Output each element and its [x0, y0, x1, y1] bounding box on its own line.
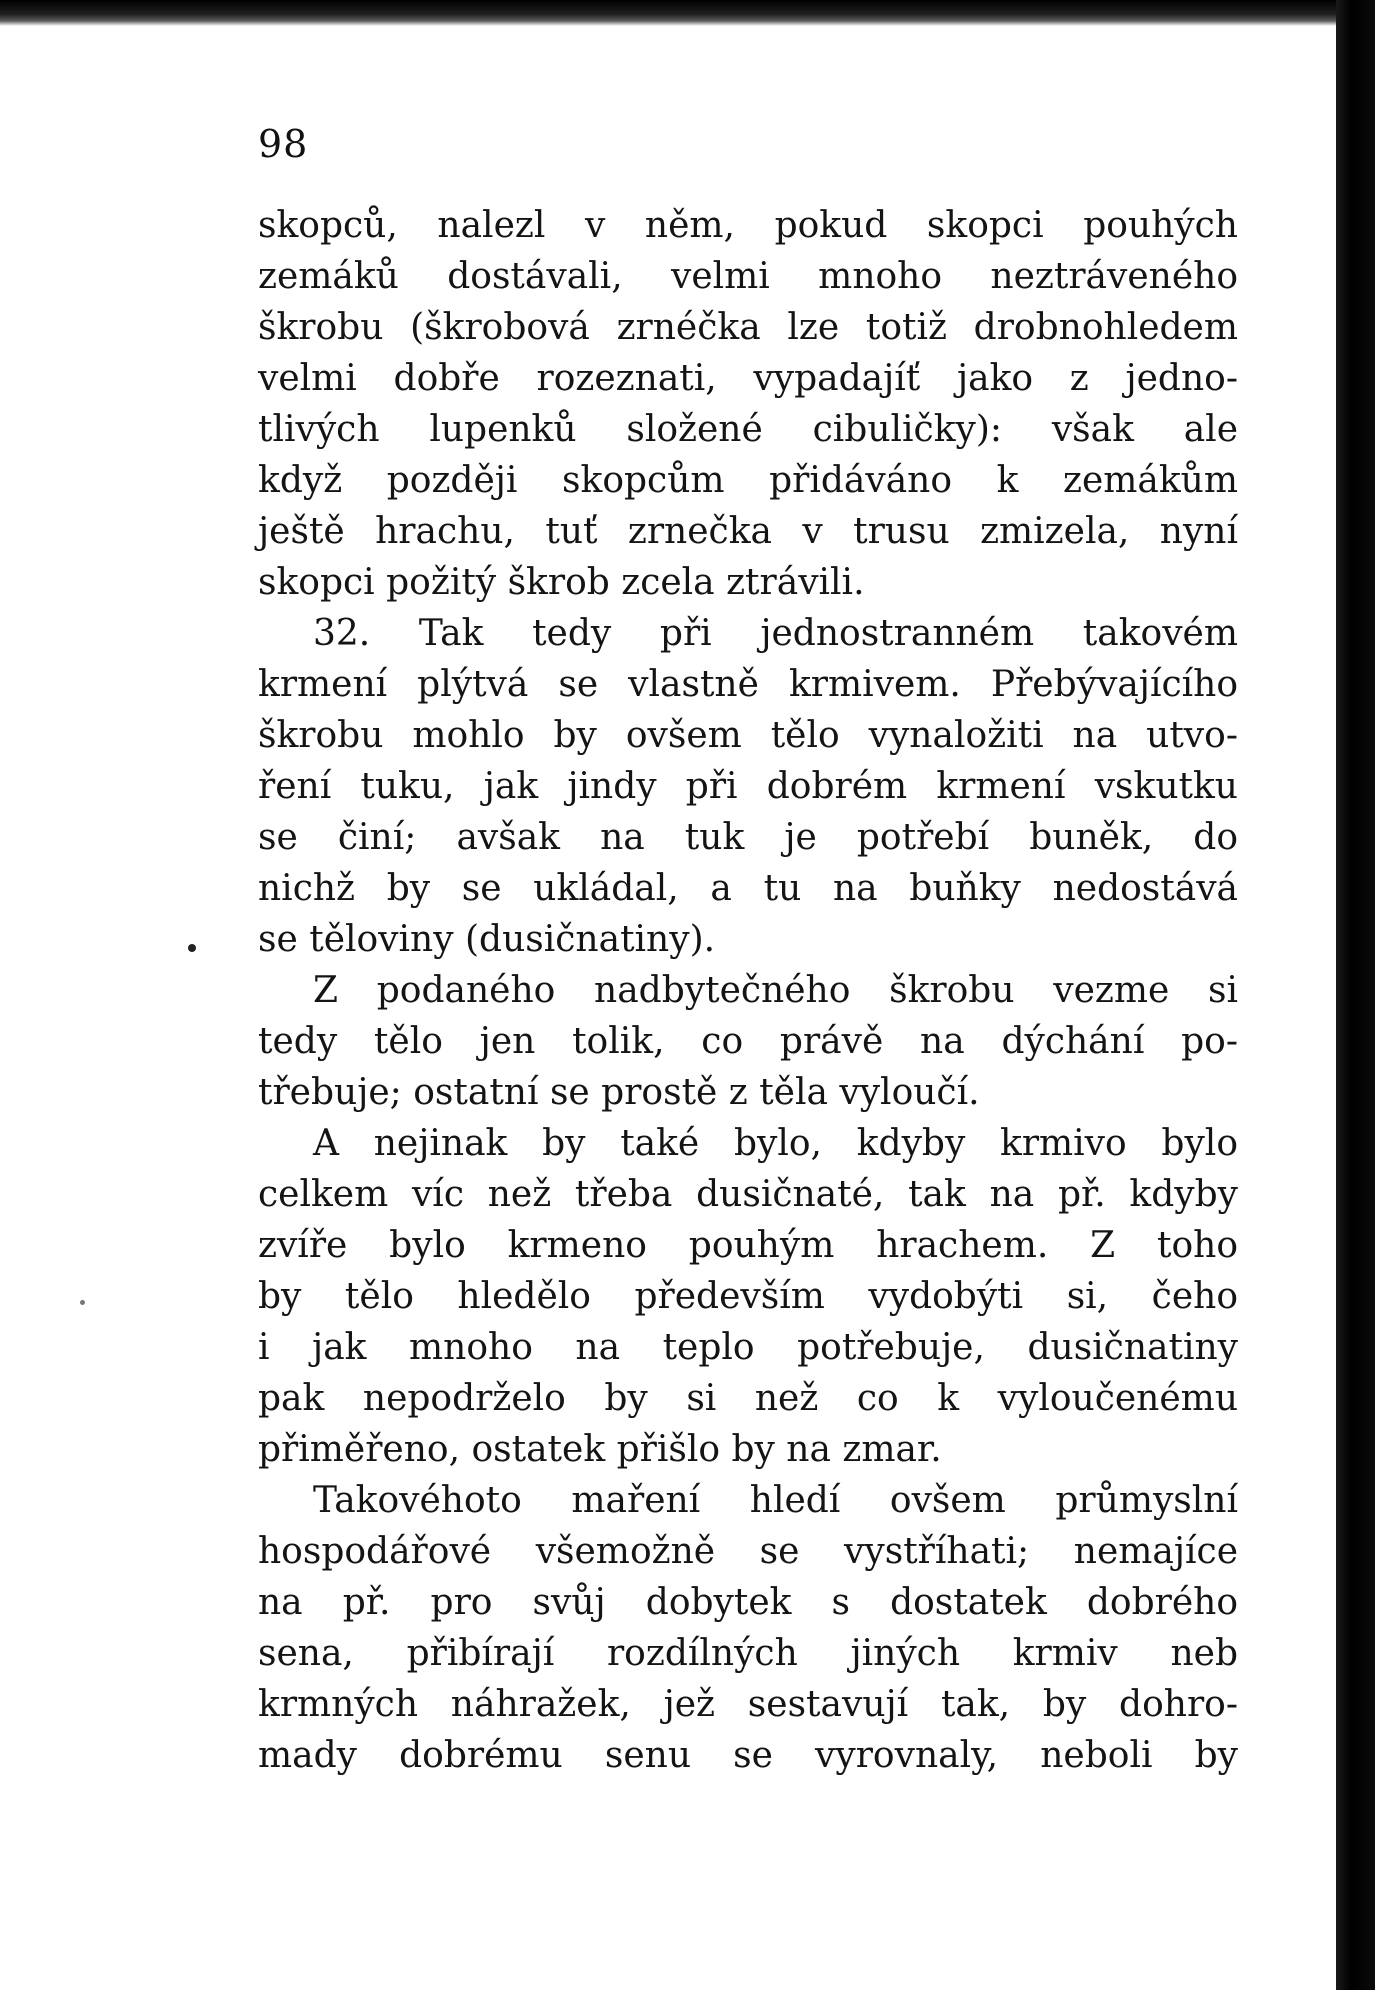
text-line: hospodářové všemožně se vystříhati; nemajíce — [258, 1531, 1238, 1572]
text-line: na př. pro svůj dobytek s dostatek dobrého — [258, 1582, 1238, 1623]
text-line: celkem víc než třeba dusičnaté, tak na př. kdyby — [258, 1174, 1238, 1215]
text-line: ještě hrachu, tuť zrnečka v trusu zmizela, nyní — [258, 511, 1238, 552]
text-line: když později skopcům přidáváno k zemákům — [258, 460, 1238, 501]
text-line: sena, přibírají rozdílných jiných krmiv neb — [258, 1633, 1238, 1674]
text-line: tlivých lupenků složené cibuličky): však ale — [258, 409, 1238, 450]
text-line: skopců, nalezl v něm, pokud skopci pouhých — [258, 205, 1238, 246]
text-line: pak nepodrželo by si než co k vyloučenému — [258, 1378, 1238, 1419]
text-line: se těloviny (dusičnatiny). — [258, 919, 716, 960]
text-line: ření tuku, jak jindy při dobrém krmení vskutku — [258, 766, 1238, 807]
text-line: třebuje; ostatní se prostě z těla vyloučí. — [258, 1072, 980, 1113]
margin-speck — [80, 1300, 85, 1305]
paragraph-start-line: Takovéhoto maření hledí ovšem průmyslní — [313, 1480, 1238, 1521]
text-line: tedy tělo jen tolik, co právě na dýchání po- — [258, 1021, 1238, 1062]
text-line: velmi dobře rozeznati, vypadajíť jako z jedno- — [258, 358, 1238, 399]
paragraph-start-line: A nejinak by také bylo, kdyby krmivo bylo — [313, 1123, 1238, 1164]
text-line: škrobu mohlo by ovšem tělo vynaložiti na utvo- — [258, 715, 1238, 756]
text-line: skopci požitý škrob zcela ztrávili. — [258, 562, 865, 603]
text-line: nichž by se ukládal, a tu na buňky nedostává — [258, 868, 1238, 909]
text-line: krmení plýtvá se vlastně krmivem. Přebývajícího — [258, 664, 1238, 705]
text-line: škrobu (škrobová zrnéčka lze totiž drobnohledem — [258, 307, 1238, 348]
text-line: by tělo hledělo především vydobýti si, čeho — [258, 1276, 1238, 1317]
page-number: 98 — [258, 122, 309, 166]
text-line: zemáků dostávali, velmi mnoho neztráveného — [258, 256, 1238, 297]
paragraph-start-line: 32. Tak tedy při jednostranném takovém — [313, 613, 1238, 654]
text-line: přiměřeno, ostatek přišlo by na zmar. — [258, 1429, 942, 1470]
scan-top-edge — [0, 0, 1375, 26]
text-line: zvíře bylo krmeno pouhým hrachem. Z toho — [258, 1225, 1238, 1266]
text-line: krmných náhražek, jež sestavují tak, by dohro- — [258, 1684, 1238, 1725]
text-line: mady dobrému senu se vyrovnaly, neboli by — [258, 1735, 1238, 1776]
text-line: i jak mnoho na teplo potřebuje, dusičnatiny — [258, 1327, 1238, 1368]
paragraph-start-line: Z podaného nadbytečného škrobu vezme si — [313, 970, 1238, 1011]
text-line: se činí; avšak na tuk je potřebí buněk, do — [258, 817, 1238, 858]
scan-right-edge — [1336, 0, 1375, 1990]
body-text — [258, 200, 1238, 1781]
margin-mark — [188, 944, 196, 952]
